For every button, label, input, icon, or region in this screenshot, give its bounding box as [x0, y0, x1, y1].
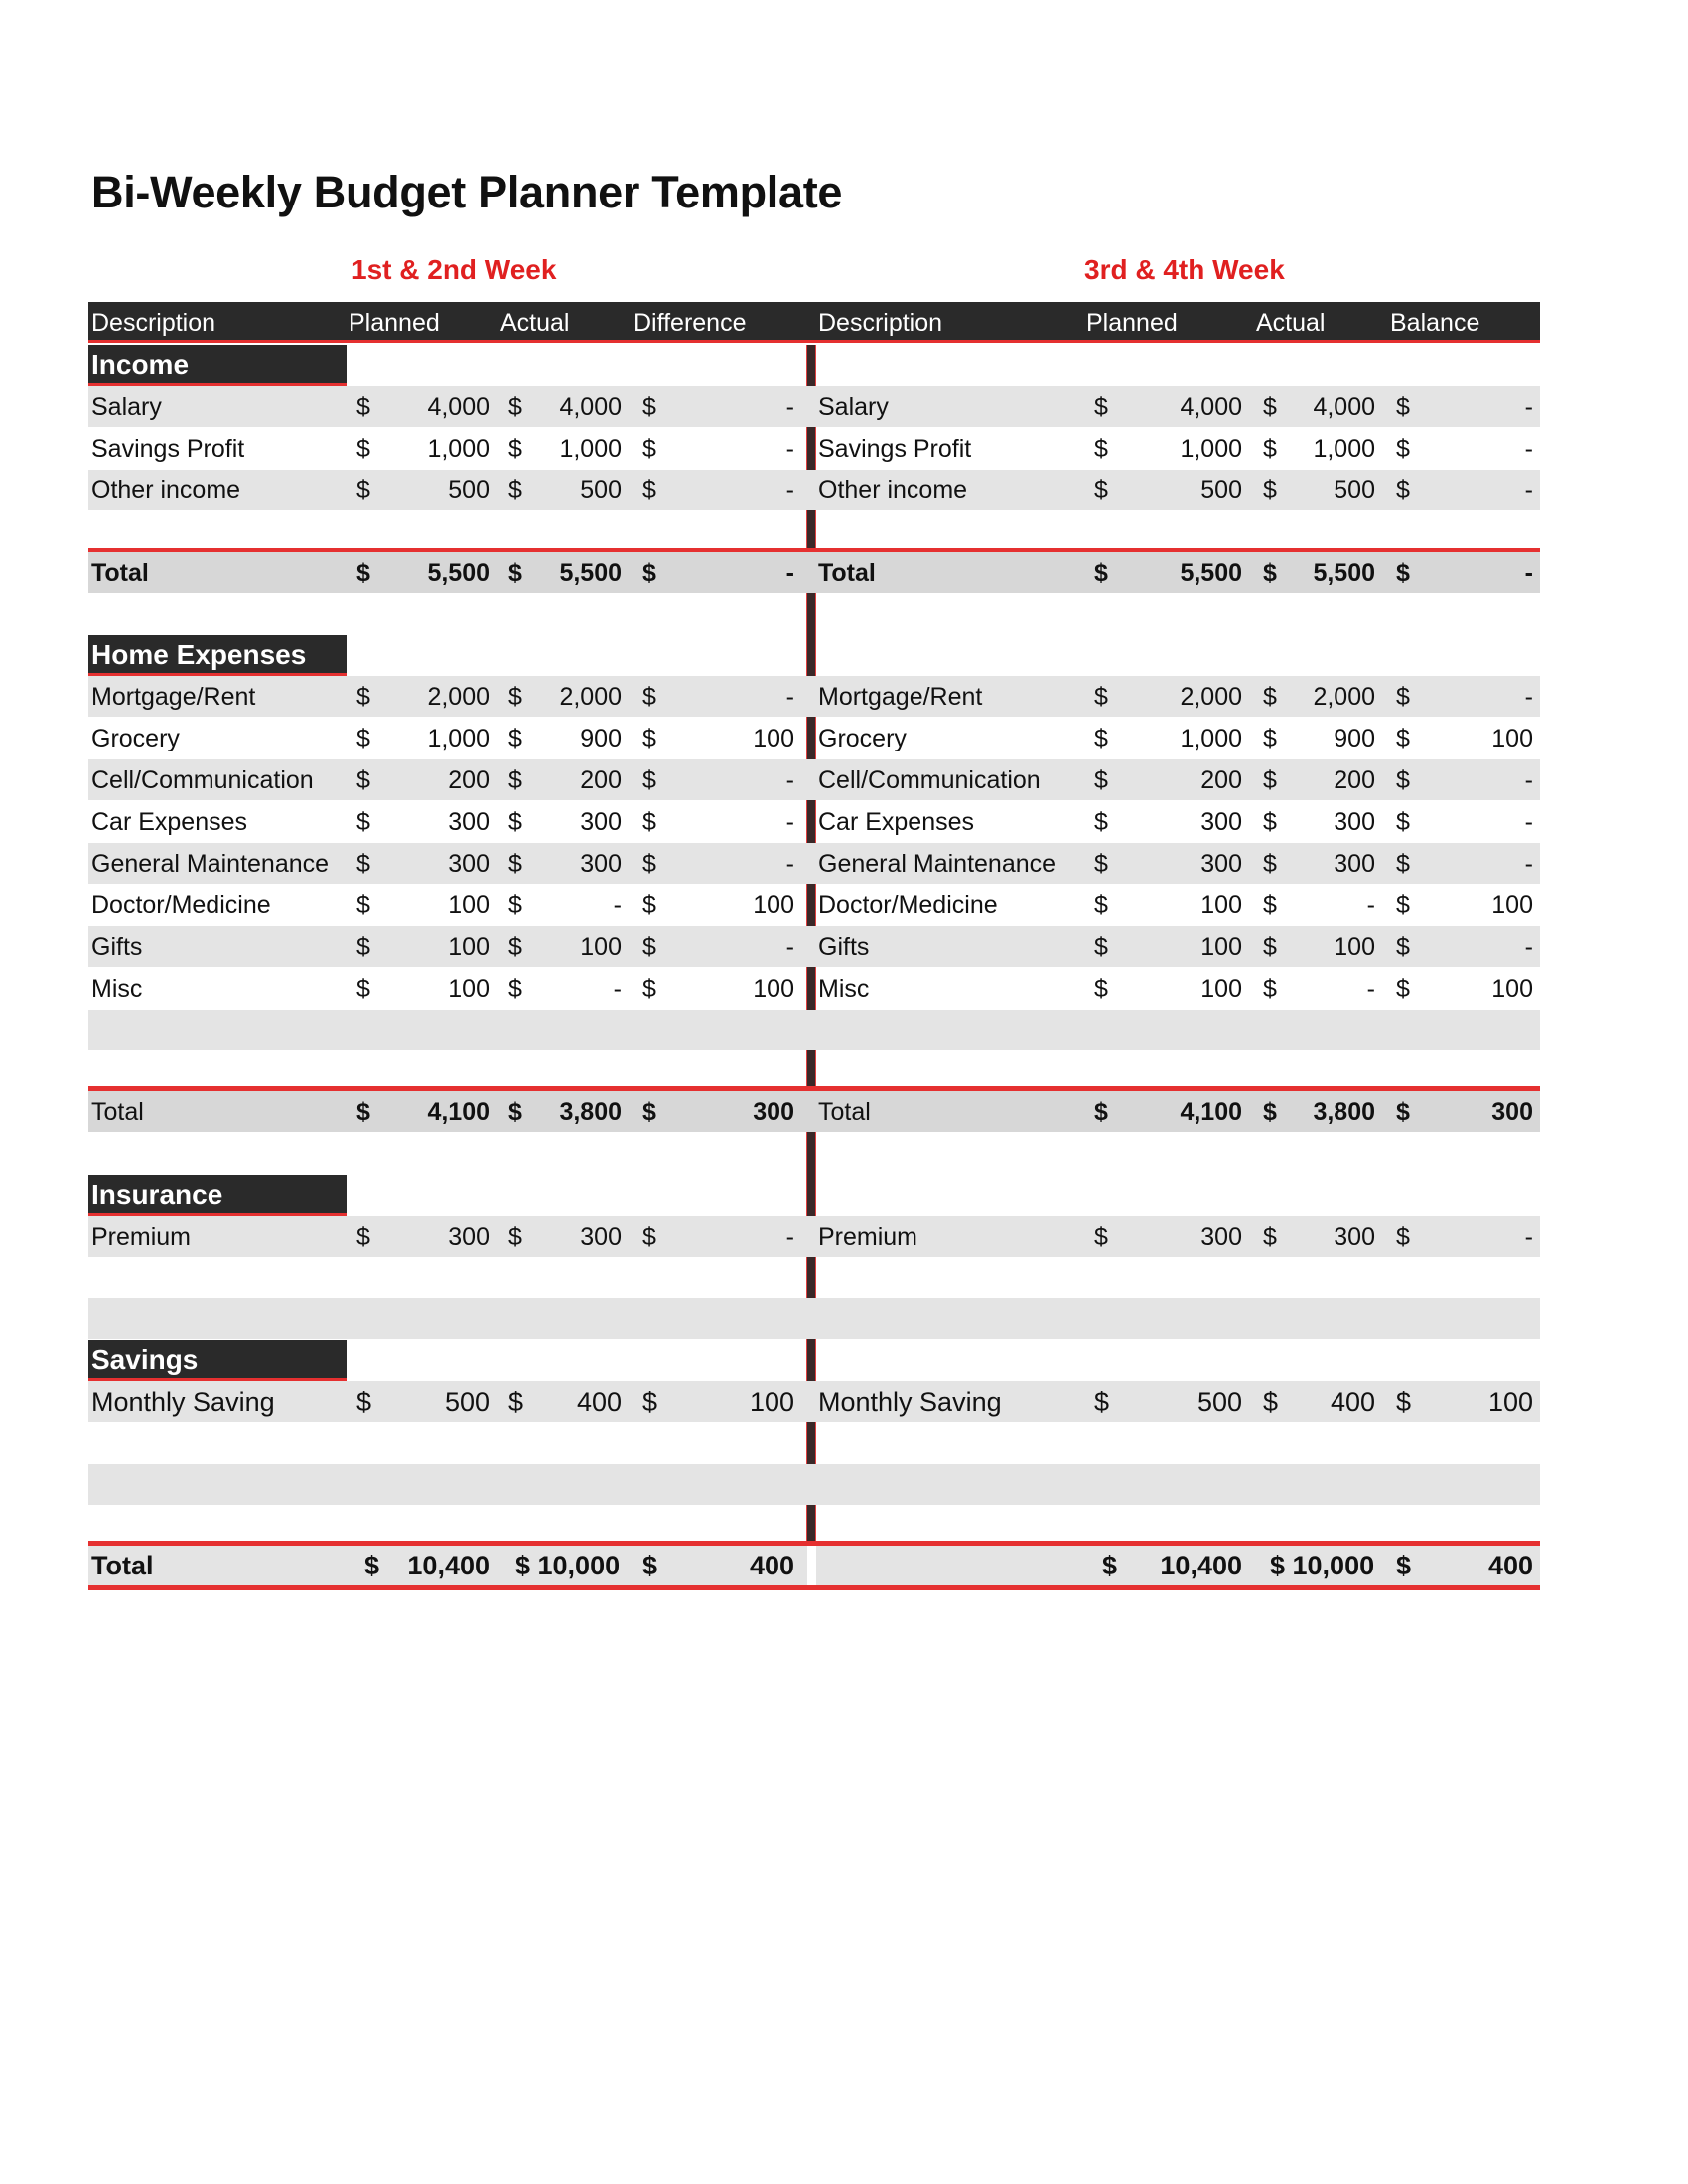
left-actual-value: 900 — [580, 725, 622, 752]
left-planned-currency: $ — [356, 559, 370, 587]
right-actual-currency: $ — [1263, 393, 1277, 421]
right-row-description: Cell/Communication — [818, 766, 1041, 794]
left-planned-currency: $ — [356, 1223, 370, 1251]
left-actual-currency: $ — [508, 1098, 522, 1126]
left-difference-currency: $ — [642, 891, 656, 919]
right-difference-currency: $ — [1396, 933, 1410, 961]
right-actual-currency: $ — [1263, 975, 1277, 1003]
right-actual-value: 400 — [1330, 1387, 1375, 1417]
page-title: Bi-Weekly Budget Planner Template — [91, 167, 843, 217]
left-actual-value: 2,000 — [559, 683, 622, 711]
right-difference-currency: $ — [1396, 435, 1410, 463]
right-difference-value: - — [1524, 1223, 1533, 1251]
right-planned-value: 5,500 — [1180, 559, 1242, 587]
left-actual-value: 400 — [576, 1387, 622, 1417]
left-row-description: Monthly Saving — [91, 1387, 275, 1417]
right-planned-value: 100 — [1200, 933, 1242, 961]
right-actual-value: - — [1366, 891, 1375, 919]
left-actual-value: 4,000 — [559, 393, 622, 421]
left-planned-value: 500 — [448, 477, 490, 504]
right-difference-currency: $ — [1396, 1387, 1412, 1417]
left-difference-value: - — [785, 559, 794, 587]
right-row-description: General Maintenance — [818, 850, 1056, 878]
left-planned-currency: $ — [356, 435, 370, 463]
left-planned-currency: $ — [356, 477, 370, 504]
right-week-heading: 3rd & 4th Week — [1084, 254, 1285, 285]
right-planned-currency: $ — [1094, 477, 1108, 504]
right-grand-diff: 400 — [1487, 1551, 1533, 1580]
left-difference-value: 100 — [753, 725, 794, 752]
left-actual-currency: $ — [508, 683, 522, 711]
left-actual-value: 200 — [580, 766, 622, 794]
right-grand-actual: $ 10,000 — [1270, 1551, 1375, 1580]
right-difference-value: 100 — [1491, 725, 1533, 752]
left-planned-value: 1,000 — [427, 725, 490, 752]
grand-total-bottom-rule — [88, 1585, 1540, 1590]
left-difference-currency: $ — [642, 435, 656, 463]
left-row-description: Total — [91, 1098, 144, 1126]
right-difference-value: - — [1524, 393, 1533, 421]
left-difference-value: - — [785, 477, 794, 504]
right-actual-value: 4,000 — [1313, 393, 1375, 421]
right-actual-value: 3,800 — [1313, 1098, 1375, 1126]
right-actual-currency: $ — [1263, 683, 1277, 711]
right-actual-currency: $ — [1263, 477, 1277, 504]
left-planned-value: 300 — [448, 808, 490, 836]
column-header-right-1: Planned — [1086, 309, 1178, 337]
right-difference-currency: $ — [1396, 766, 1410, 794]
column-header-left-2: Actual — [500, 309, 570, 337]
right-difference-currency: $ — [1396, 393, 1410, 421]
right-actual-value: 2,000 — [1313, 683, 1375, 711]
left-actual-value: 5,500 — [559, 559, 622, 587]
left-difference-currency: $ — [642, 683, 656, 711]
right-actual-value: 900 — [1334, 725, 1375, 752]
left-difference-currency: $ — [642, 725, 656, 752]
right-planned-value: 4,100 — [1180, 1098, 1242, 1126]
right-difference-value: - — [1524, 435, 1533, 463]
right-actual-value: 200 — [1334, 766, 1375, 794]
left-difference-value: - — [785, 766, 794, 794]
column-header-right-3: Balance — [1390, 309, 1480, 337]
right-actual-currency: $ — [1263, 435, 1277, 463]
left-actual-currency: $ — [508, 435, 522, 463]
section-label: Home Expenses — [88, 635, 347, 675]
right-row-description: Salary — [818, 393, 889, 421]
right-difference-currency: $ — [1396, 1098, 1410, 1126]
right-difference-value: - — [1524, 850, 1533, 878]
right-planned-value: 1,000 — [1180, 725, 1242, 752]
right-row-description: Total — [818, 1098, 871, 1126]
right-planned-value: 200 — [1200, 766, 1242, 794]
left-actual-currency: $ — [508, 1223, 522, 1251]
left-actual-value: - — [613, 891, 622, 919]
right-actual-currency: $ — [1263, 808, 1277, 836]
right-difference-currency: $ — [1396, 725, 1410, 752]
left-actual-value: 300 — [580, 1223, 622, 1251]
right-difference-currency: $ — [1396, 477, 1410, 504]
right-row-description: Savings Profit — [818, 435, 972, 463]
left-actual-currency: $ — [508, 766, 522, 794]
right-planned-currency: $ — [1094, 808, 1108, 836]
left-difference-currency: $ — [642, 850, 656, 878]
right-row-description: Monthly Saving — [818, 1387, 1002, 1417]
left-planned-currency: $ — [356, 891, 370, 919]
right-actual-currency: $ — [1263, 1098, 1277, 1126]
right-planned-currency: $ — [1094, 393, 1108, 421]
right-planned-value: 300 — [1200, 850, 1242, 878]
left-planned-value: 100 — [448, 975, 490, 1003]
column-header-underline — [88, 340, 1540, 343]
column-header-right-2: Actual — [1256, 309, 1326, 337]
left-difference-value: - — [785, 683, 794, 711]
right-planned-currency: $ — [1094, 559, 1108, 587]
left-planned-currency: $ — [356, 725, 370, 752]
right-planned-currency: $ — [1094, 725, 1108, 752]
right-actual-currency: $ — [1263, 891, 1277, 919]
right-row-description: Premium — [818, 1223, 918, 1251]
section-label: Income — [88, 345, 347, 385]
row-stripe — [88, 1010, 1540, 1050]
right-planned-value: 500 — [1200, 477, 1242, 504]
right-actual-value: 5,500 — [1313, 559, 1375, 587]
left-planned-currency: $ — [356, 1098, 370, 1126]
left-grand-planned-currency: $ — [364, 1551, 380, 1580]
right-row-description: Car Expenses — [818, 808, 975, 836]
right-planned-currency: $ — [1094, 933, 1108, 961]
column-header-left-1: Planned — [349, 309, 440, 337]
right-actual-currency: $ — [1263, 725, 1277, 752]
right-actual-value: 300 — [1334, 850, 1375, 878]
grand-total-label: Total — [91, 1551, 154, 1580]
right-actual-value: - — [1366, 975, 1375, 1003]
left-planned-value: 300 — [448, 850, 490, 878]
right-difference-value: 100 — [1491, 891, 1533, 919]
right-grand-planned-currency: $ — [1102, 1551, 1118, 1580]
left-planned-value: 2,000 — [427, 683, 490, 711]
left-difference-currency: $ — [642, 933, 656, 961]
left-actual-currency: $ — [508, 393, 522, 421]
right-row-description: Total — [818, 559, 876, 587]
right-planned-value: 4,000 — [1180, 393, 1242, 421]
left-planned-value: 5,500 — [427, 559, 490, 587]
right-planned-currency: $ — [1094, 891, 1108, 919]
left-difference-value: 100 — [753, 891, 794, 919]
left-row-description: Total — [91, 559, 149, 587]
left-difference-currency: $ — [642, 808, 656, 836]
right-row-description: Other income — [818, 477, 968, 504]
right-actual-currency: $ — [1263, 1223, 1277, 1251]
right-row-description: Misc — [818, 975, 870, 1003]
right-planned-currency: $ — [1094, 975, 1108, 1003]
left-planned-value: 4,100 — [427, 1098, 490, 1126]
left-planned-value: 4,000 — [427, 393, 490, 421]
left-actual-value: 300 — [580, 850, 622, 878]
left-difference-value: 300 — [753, 1098, 794, 1126]
left-actual-value: 1,000 — [559, 435, 622, 463]
left-difference-currency: $ — [642, 1387, 658, 1417]
left-actual-currency: $ — [508, 477, 522, 504]
left-planned-value: 500 — [444, 1387, 490, 1417]
right-planned-value: 100 — [1200, 891, 1242, 919]
left-actual-currency: $ — [508, 808, 522, 836]
right-actual-value: 300 — [1334, 1223, 1375, 1251]
right-planned-value: 100 — [1200, 975, 1242, 1003]
right-actual-currency: $ — [1263, 933, 1277, 961]
left-grand-actual: $ 10,000 — [515, 1551, 621, 1580]
right-planned-currency: $ — [1094, 683, 1108, 711]
right-difference-value: 300 — [1491, 1098, 1533, 1126]
left-planned-currency: $ — [356, 975, 370, 1003]
right-difference-value: - — [1524, 683, 1533, 711]
right-actual-currency: $ — [1263, 559, 1277, 587]
left-grand-diff-currency: $ — [642, 1551, 658, 1580]
right-actual-currency: $ — [1263, 1387, 1279, 1417]
row-stripe — [88, 1464, 1540, 1505]
right-grand-diff-currency: $ — [1396, 1551, 1412, 1580]
left-difference-value: - — [785, 933, 794, 961]
left-row-description: Gifts — [91, 933, 143, 961]
right-actual-value: 300 — [1334, 808, 1375, 836]
left-actual-value: 300 — [580, 808, 622, 836]
left-difference-value: 100 — [753, 975, 794, 1003]
left-planned-currency: $ — [356, 1387, 372, 1417]
right-row-description: Mortgage/Rent — [818, 683, 983, 711]
left-row-description: Savings Profit — [91, 435, 245, 463]
right-planned-value: 300 — [1200, 1223, 1242, 1251]
left-difference-currency: $ — [642, 766, 656, 794]
left-row-description: Salary — [91, 393, 162, 421]
right-row-description: Gifts — [818, 933, 870, 961]
right-planned-value: 500 — [1196, 1387, 1242, 1417]
left-row-description: Grocery — [91, 725, 180, 752]
left-difference-currency: $ — [642, 1223, 656, 1251]
left-difference-value: - — [785, 850, 794, 878]
row-stripe — [88, 1298, 1540, 1339]
right-difference-value: - — [1524, 477, 1533, 504]
left-actual-currency: $ — [508, 933, 522, 961]
left-difference-value: - — [785, 435, 794, 463]
left-actual-currency: $ — [508, 725, 522, 752]
right-difference-value: - — [1524, 933, 1533, 961]
left-planned-value: 1,000 — [427, 435, 490, 463]
left-planned-value: 200 — [448, 766, 490, 794]
left-planned-currency: $ — [356, 683, 370, 711]
right-difference-currency: $ — [1396, 1223, 1410, 1251]
left-actual-currency: $ — [508, 850, 522, 878]
left-row-description: General Maintenance — [91, 850, 330, 878]
left-grand-diff: 400 — [749, 1551, 794, 1580]
left-row-description: Misc — [91, 975, 143, 1003]
right-difference-currency: $ — [1396, 808, 1410, 836]
right-difference-currency: $ — [1396, 850, 1410, 878]
left-difference-value: - — [785, 393, 794, 421]
left-row-description: Other income — [91, 477, 241, 504]
right-planned-currency: $ — [1094, 766, 1108, 794]
column-header-left-3: Difference — [633, 309, 747, 337]
left-actual-value: - — [613, 975, 622, 1003]
left-difference-currency: $ — [642, 559, 656, 587]
left-actual-value: 100 — [580, 933, 622, 961]
left-planned-currency: $ — [356, 808, 370, 836]
column-header-left-0: Description — [91, 309, 216, 337]
left-row-description: Premium — [91, 1223, 192, 1251]
right-planned-value: 2,000 — [1180, 683, 1242, 711]
right-difference-value: - — [1524, 559, 1533, 587]
column-header-right-0: Description — [818, 309, 943, 337]
right-grand-planned: 10,400 — [1160, 1551, 1242, 1580]
right-planned-value: 1,000 — [1180, 435, 1242, 463]
left-planned-value: 100 — [448, 891, 490, 919]
right-planned-value: 300 — [1200, 808, 1242, 836]
right-row-description: Doctor/Medicine — [818, 891, 998, 919]
left-grand-planned: 10,400 — [407, 1551, 490, 1580]
left-planned-currency: $ — [356, 393, 370, 421]
right-planned-currency: $ — [1094, 1387, 1110, 1417]
section-label: Insurance — [88, 1175, 347, 1215]
right-actual-currency: $ — [1263, 850, 1277, 878]
left-planned-currency: $ — [356, 850, 370, 878]
right-difference-currency: $ — [1396, 891, 1410, 919]
right-actual-value: 500 — [1334, 477, 1375, 504]
left-difference-currency: $ — [642, 1098, 656, 1126]
right-difference-value: 100 — [1487, 1387, 1533, 1417]
section-label: Savings — [88, 1340, 347, 1380]
right-actual-value: 100 — [1334, 933, 1375, 961]
left-difference-value: - — [785, 808, 794, 836]
left-row-description: Mortgage/Rent — [91, 683, 256, 711]
left-difference-currency: $ — [642, 393, 656, 421]
right-planned-currency: $ — [1094, 850, 1108, 878]
right-difference-currency: $ — [1396, 559, 1410, 587]
left-planned-value: 100 — [448, 933, 490, 961]
left-row-description: Doctor/Medicine — [91, 891, 271, 919]
left-actual-value: 3,800 — [559, 1098, 622, 1126]
left-planned-currency: $ — [356, 766, 370, 794]
right-difference-value: - — [1524, 808, 1533, 836]
right-actual-currency: $ — [1263, 766, 1277, 794]
right-actual-value: 1,000 — [1313, 435, 1375, 463]
left-planned-value: 300 — [448, 1223, 490, 1251]
left-row-description: Cell/Communication — [91, 766, 314, 794]
right-difference-value: - — [1524, 766, 1533, 794]
right-planned-currency: $ — [1094, 1223, 1108, 1251]
right-planned-currency: $ — [1094, 1098, 1108, 1126]
right-difference-currency: $ — [1396, 683, 1410, 711]
left-difference-value: - — [785, 1223, 794, 1251]
right-row-description: Grocery — [818, 725, 907, 752]
left-difference-value: 100 — [749, 1387, 794, 1417]
left-actual-currency: $ — [508, 1387, 524, 1417]
left-difference-currency: $ — [642, 477, 656, 504]
left-actual-value: 500 — [580, 477, 622, 504]
right-difference-currency: $ — [1396, 975, 1410, 1003]
right-difference-value: 100 — [1491, 975, 1533, 1003]
left-actual-currency: $ — [508, 559, 522, 587]
left-actual-currency: $ — [508, 891, 522, 919]
right-planned-currency: $ — [1094, 435, 1108, 463]
left-week-heading: 1st & 2nd Week — [352, 254, 557, 285]
left-planned-currency: $ — [356, 933, 370, 961]
left-actual-currency: $ — [508, 975, 522, 1003]
left-row-description: Car Expenses — [91, 808, 248, 836]
left-difference-currency: $ — [642, 975, 656, 1003]
